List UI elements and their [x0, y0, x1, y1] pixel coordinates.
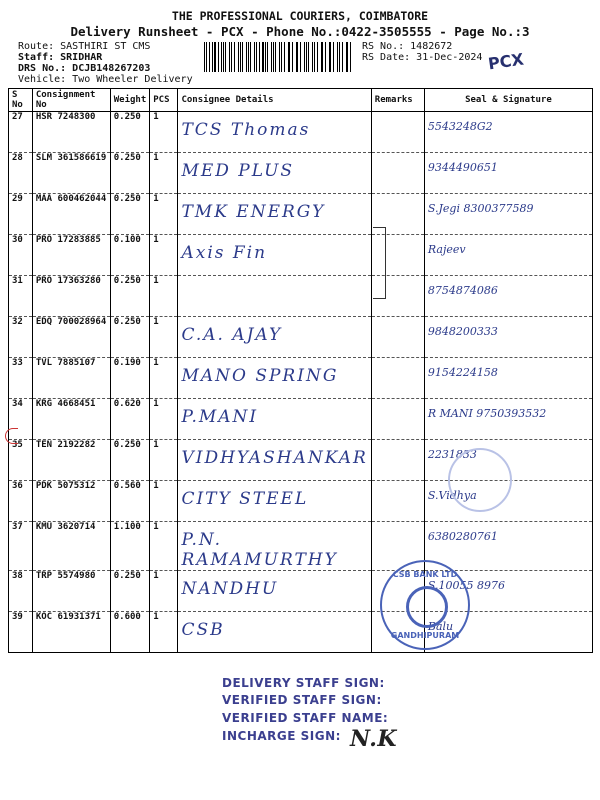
- pieces: 1: [150, 153, 178, 194]
- seal-signature-text: Rajeev: [427, 243, 466, 256]
- weight: 0.250: [110, 317, 150, 358]
- weight: 0.250: [110, 112, 150, 153]
- barcode-bar: [259, 42, 260, 72]
- seal-signature: [424, 112, 592, 153]
- table-row: [9, 276, 593, 317]
- barcode-bar: [254, 42, 255, 72]
- pieces: 1: [150, 317, 178, 358]
- weight: 0.250: [110, 276, 150, 317]
- runsheet-title: Delivery Runsheet - PCX - Phone No.:0422-3505555 - Page No.:3: [70, 24, 530, 39]
- pcx-stamp: PCX: [486, 49, 525, 74]
- consignee-details-text: MANO SPRING: [181, 366, 339, 386]
- company-name: THE PROFESSIONAL COURIERS, COIMBATORE: [171, 9, 429, 23]
- barcode-bar: [306, 42, 307, 72]
- consignee-details-text: CSB: [181, 620, 225, 640]
- barcode-bar: [229, 42, 230, 72]
- barcode-bar: [325, 42, 326, 72]
- verified-staff-sign-label: VERIFIED STAFF SIGN:: [222, 693, 382, 707]
- row-sno: 27: [9, 112, 33, 153]
- row-sno: 29: [9, 194, 33, 235]
- barcode-bar: [212, 42, 213, 72]
- col-header: S No: [9, 89, 33, 112]
- col-header: Consignee Details: [178, 89, 371, 112]
- pieces: 1: [150, 235, 178, 276]
- barcode-bar: [322, 42, 323, 72]
- weight: 0.250: [110, 153, 150, 194]
- csb-stamp-top: CSB BANK LTD: [392, 570, 458, 579]
- table-row: [9, 317, 593, 358]
- weight: 0.250: [110, 194, 150, 235]
- barcode-bar: [223, 42, 224, 72]
- weight: 0.600: [110, 612, 150, 653]
- weight: 0.250: [110, 571, 150, 612]
- barcode-bar: [297, 42, 298, 72]
- row-sno: 31: [9, 276, 33, 317]
- csb-logo-icon: [406, 586, 448, 628]
- seal-signature: [424, 153, 592, 194]
- barcode-bar: [288, 42, 289, 72]
- seal-signature-text: 5543248G2: [427, 120, 493, 133]
- seal-signature-text: 9154224158: [427, 366, 498, 379]
- remarks: [371, 317, 424, 358]
- seal-signature-text: S.10055 8976: [427, 579, 505, 592]
- barcode-bar: [267, 42, 268, 72]
- barcode-bar: [262, 42, 264, 72]
- weight: 0.560: [110, 481, 150, 522]
- barcode-bar: [281, 42, 283, 72]
- barcode-bar: [296, 42, 297, 72]
- incharge-sign-label: INCHARGE SIGN:: [222, 729, 341, 743]
- barcode-bar: [284, 42, 285, 72]
- barcode-bar: [248, 42, 249, 72]
- consignee-details-text: NANDHU: [181, 579, 279, 599]
- bracket-mark: [373, 227, 386, 299]
- barcode-bar: [304, 42, 305, 72]
- barcode-bar: [314, 42, 315, 72]
- weight: 1.100: [110, 522, 150, 571]
- barcode-bar: [238, 42, 239, 72]
- barcode-bar: [271, 42, 272, 72]
- seal-signature-text: S.Jegi 8300377589: [427, 202, 534, 215]
- table-row: [9, 235, 593, 276]
- pieces: 1: [150, 440, 178, 481]
- rs-date: RS Date: 31-Dec-2024: [362, 52, 483, 63]
- pieces: 1: [150, 612, 178, 653]
- consignment-number: MAA 600462044: [32, 194, 110, 235]
- barcode-bar: [265, 42, 266, 72]
- remarks: [371, 112, 424, 153]
- consignment-number: EDQ 700028964: [32, 317, 110, 358]
- row-sno: 33: [9, 358, 33, 399]
- row-sno: 36: [9, 481, 33, 522]
- barcode-bar: [240, 42, 241, 72]
- runsheet-table: [8, 88, 593, 653]
- barcode-bar: [308, 42, 309, 72]
- consignment-number: PDK 5075312: [32, 481, 110, 522]
- consignee-details: [178, 522, 371, 571]
- consignee-details: [178, 571, 371, 612]
- pieces: 1: [150, 358, 178, 399]
- col-header: Consignment No: [32, 89, 110, 112]
- barcode-bar: [312, 42, 314, 72]
- consignment-number: TRP 5574980: [32, 571, 110, 612]
- barcode-bar: [330, 42, 331, 72]
- seal-signature-text: R MANI 9750393532: [427, 407, 547, 420]
- weight: 0.100: [110, 235, 150, 276]
- barcode-bar: [339, 42, 340, 72]
- barcode-bar: [347, 42, 348, 72]
- row-sno: 34: [9, 399, 33, 440]
- verified-staff-name-label: VERIFIED STAFF NAME:: [222, 711, 389, 725]
- staff-label: Staff: SRIDHAR: [18, 52, 103, 63]
- col-header: Remarks: [371, 89, 424, 112]
- table-row: [9, 522, 593, 571]
- consignee-details-text: MED PLUS: [181, 161, 295, 181]
- weight: 0.620: [110, 399, 150, 440]
- row-sno: 30: [9, 235, 33, 276]
- barcode-bar: [225, 42, 226, 72]
- csb-bank-stamp: [380, 560, 470, 650]
- barcode-bar: [221, 42, 222, 72]
- barcode-bar: [321, 42, 322, 72]
- seal-signature-text: 6380280761: [427, 530, 498, 543]
- barcode-bar: [342, 42, 343, 72]
- consignee-details-text: TCS Thomas: [181, 120, 311, 140]
- seal-signature: [424, 194, 592, 235]
- consignee-details: [178, 112, 371, 153]
- barcode-bar: [231, 42, 232, 72]
- remarks: [371, 153, 424, 194]
- consignee-details-text: Axis Fin: [181, 243, 268, 263]
- barcode-bar: [206, 42, 207, 72]
- consignment-number: TEN 2192282: [32, 440, 110, 481]
- pieces: 1: [150, 399, 178, 440]
- delivery-staff-sign-label: DELIVERY STAFF SIGN:: [222, 676, 385, 690]
- barcode-bar: [329, 42, 330, 72]
- pieces: 1: [150, 276, 178, 317]
- seal-signature-text: 8754874086: [427, 284, 498, 297]
- barcode-bar: [242, 42, 243, 72]
- consignment-number: SLM 361586619: [32, 153, 110, 194]
- remarks: [371, 358, 424, 399]
- vehicle-label: Vehicle: Two Wheeler Delivery: [18, 74, 193, 85]
- remarks: [371, 440, 424, 481]
- barcode-bar: [234, 42, 236, 72]
- consignee-details-text: P.N. RAMAMURTHY: [181, 530, 338, 570]
- pieces: 1: [150, 112, 178, 153]
- seal-signature-text: Balu: [427, 620, 454, 633]
- consignee-details: [178, 317, 371, 358]
- route-label: Route: SASTHIRI ST CMS: [18, 41, 151, 52]
- consignment-number: HSR 7248300: [32, 112, 110, 153]
- consignment-number: TVL 7885107: [32, 358, 110, 399]
- barcode-bar: [289, 42, 290, 72]
- table-row: [9, 153, 593, 194]
- row-sno: 28: [9, 153, 33, 194]
- weight: 0.190: [110, 358, 150, 399]
- pieces: 1: [150, 571, 178, 612]
- table-header-row: [9, 89, 593, 112]
- seal-signature: [424, 235, 592, 276]
- barcode-bar: [300, 42, 301, 72]
- consignment-number: KOC 61931371: [32, 612, 110, 653]
- drs-number: DRS No.: DCJB148267203: [18, 63, 151, 74]
- seal-signature-text: 9848200333: [427, 325, 498, 338]
- table-row: [9, 399, 593, 440]
- seal-signature-text: 9344490651: [427, 161, 498, 174]
- csb-stamp-bottom: GANDHIPURAM: [390, 631, 460, 640]
- weight: 0.250: [110, 440, 150, 481]
- seal-signature: [424, 276, 592, 317]
- table-row: [9, 612, 593, 653]
- consignee-details-text: VIDHYASHANKAR: [181, 448, 368, 468]
- consignee-details-text: C.A. AJAY: [181, 325, 283, 345]
- barcode-bar: [317, 42, 318, 72]
- barcode-bar: [214, 42, 216, 72]
- barcode-bar: [256, 42, 257, 72]
- barcode-bar: [337, 42, 339, 72]
- seal-signature: [424, 399, 592, 440]
- table-row: [9, 194, 593, 235]
- seal-signature-text: S.Vidhya: [427, 489, 477, 502]
- consignee-details: [178, 194, 371, 235]
- consignee-details-text: CITY STEEL: [181, 489, 309, 509]
- consignee-details: [178, 276, 371, 317]
- barcode-bar: [292, 42, 293, 72]
- table-row: [9, 358, 593, 399]
- row-sno: 37: [9, 522, 33, 571]
- barcode-bar: [333, 42, 334, 72]
- row-sno: 38: [9, 571, 33, 612]
- consignment-number: PRO 17283885: [32, 235, 110, 276]
- table-row: [9, 112, 593, 153]
- barcode-bar: [204, 42, 205, 72]
- seal-signature: [424, 522, 592, 571]
- remarks: [371, 481, 424, 522]
- consignee-details: [178, 399, 371, 440]
- col-header: Weight: [110, 89, 150, 112]
- consignment-number: KMU 3620714: [32, 522, 110, 571]
- seal-signature: [424, 317, 592, 358]
- consignee-details: [178, 612, 371, 653]
- consignee-details-text: TMK ENERGY: [181, 202, 326, 222]
- consignee-details: [178, 358, 371, 399]
- row-sno: 39: [9, 612, 33, 653]
- barcode-bar: [209, 42, 210, 72]
- col-header: Seal & Signature: [424, 89, 592, 112]
- remarks: [371, 399, 424, 440]
- barcode-bar: [273, 42, 274, 72]
- barcode-bar: [246, 42, 247, 72]
- barcode-bar: [275, 42, 276, 72]
- table-row: [9, 571, 593, 612]
- barcode: [204, 42, 354, 72]
- pieces: 1: [150, 481, 178, 522]
- margin-mark: [5, 428, 18, 444]
- consignee-details: [178, 481, 371, 522]
- incharge-signature: N.K: [350, 726, 397, 752]
- pieces: 1: [150, 194, 178, 235]
- barcode-bar: [350, 42, 351, 72]
- consignee-details: [178, 153, 371, 194]
- faint-round-stamp: [448, 448, 512, 512]
- seal-signature: [424, 358, 592, 399]
- col-header: PCS: [150, 89, 178, 112]
- consignee-details-text: P.MANI: [181, 407, 259, 427]
- barcode-bar: [218, 42, 219, 72]
- barcode-bar: [279, 42, 280, 72]
- consignment-number: PRO 17363280: [32, 276, 110, 317]
- consignee-details: [178, 235, 371, 276]
- barcode-bar: [250, 42, 251, 72]
- consignee-details: [178, 440, 371, 481]
- row-sno: 35: [9, 440, 33, 481]
- pieces: 1: [150, 522, 178, 571]
- consignment-number: KRG 4668451: [32, 399, 110, 440]
- rs-number: RS No.: 1482672: [362, 41, 453, 52]
- barcode-bar: [346, 42, 347, 72]
- row-sno: 32: [9, 317, 33, 358]
- seal-signature-text: 2231833: [427, 448, 477, 461]
